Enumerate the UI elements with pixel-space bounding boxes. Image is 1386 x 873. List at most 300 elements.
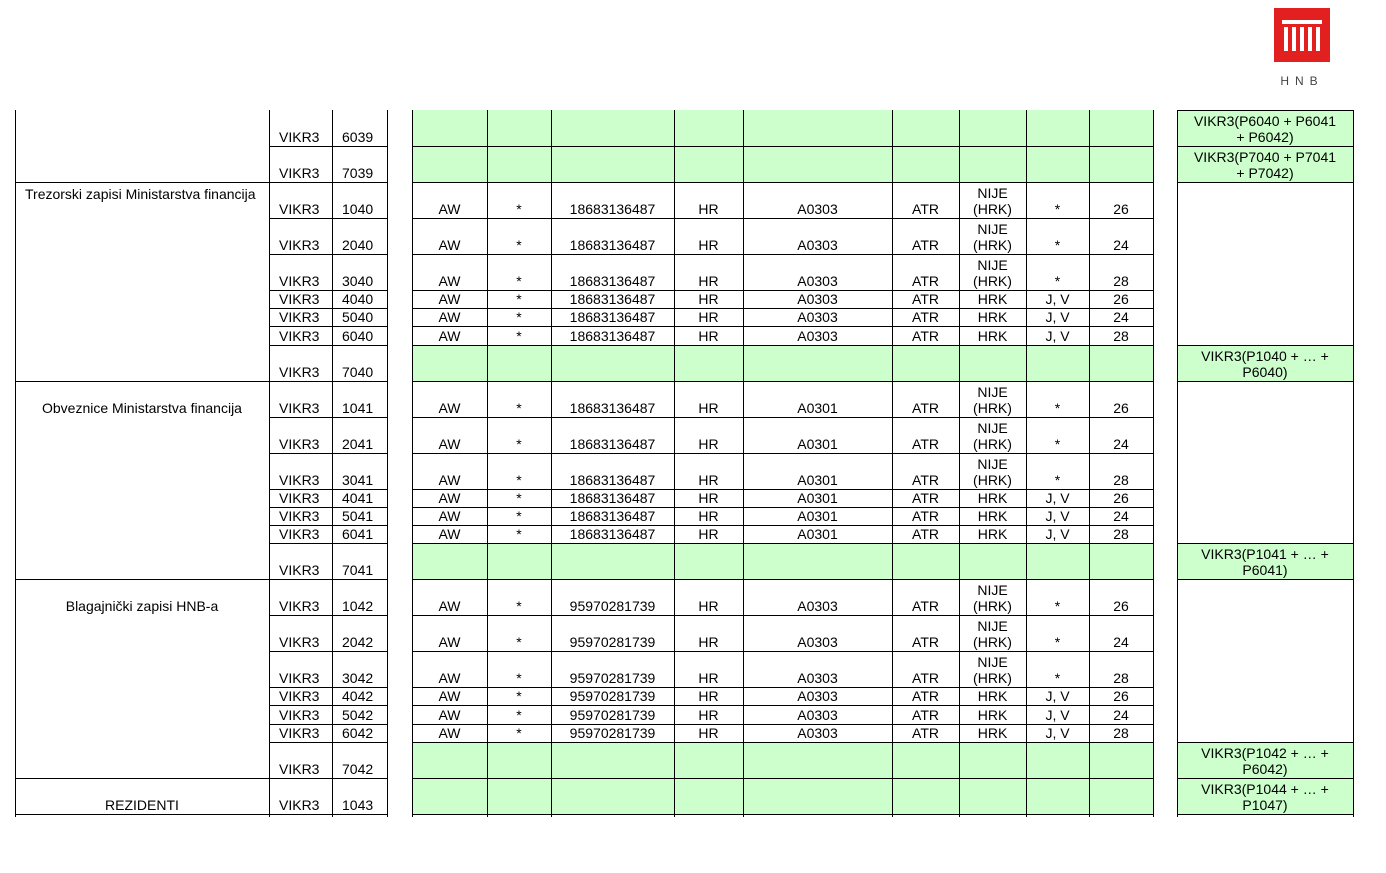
data-cell bbox=[412, 182, 487, 218]
data-cell bbox=[743, 489, 892, 507]
data-cell bbox=[1089, 507, 1153, 525]
grid-line bbox=[269, 254, 387, 255]
data-cell bbox=[892, 525, 959, 543]
data-value: ATR bbox=[912, 507, 939, 524]
data-cell bbox=[1089, 489, 1153, 507]
row-number bbox=[332, 525, 387, 543]
data-cell bbox=[487, 507, 551, 525]
data-cell bbox=[959, 254, 1026, 290]
grid-line bbox=[269, 687, 387, 688]
data-cell bbox=[412, 290, 487, 308]
grid-line bbox=[412, 182, 1153, 183]
data-value: 18683136487 bbox=[569, 237, 656, 253]
cell-text: 1043 bbox=[342, 796, 374, 813]
cell-text: 1040 bbox=[342, 201, 374, 217]
data-cell bbox=[1089, 381, 1153, 417]
data-cell bbox=[487, 579, 551, 615]
grid-line bbox=[1177, 579, 1353, 580]
row-code bbox=[269, 724, 332, 742]
grid-line bbox=[412, 724, 1153, 725]
grid-line bbox=[412, 345, 1153, 346]
grid-line bbox=[1177, 110, 1178, 817]
row-number bbox=[332, 146, 387, 182]
cell-text: VIKR3 bbox=[279, 688, 320, 705]
data-value: J, V bbox=[1045, 724, 1070, 741]
data-value: NIJE (HRK) bbox=[973, 221, 1012, 253]
grid-line bbox=[412, 308, 1153, 309]
data-cell bbox=[959, 417, 1026, 453]
grid-line bbox=[269, 381, 387, 382]
data-value: 18683136487 bbox=[569, 435, 656, 452]
group-label-text: REZIDENTI bbox=[105, 796, 179, 813]
data-cell bbox=[551, 290, 674, 308]
data-cell bbox=[1089, 579, 1153, 615]
cell-text: VIKR3 bbox=[279, 201, 320, 217]
group-label-text: Trezorski zapisi Ministarstva financija bbox=[25, 186, 256, 202]
data-value: A0303 bbox=[797, 309, 838, 326]
row-code bbox=[269, 507, 332, 525]
data-value: ATR bbox=[912, 435, 939, 452]
empty-cell bbox=[1089, 778, 1153, 814]
data-value: * bbox=[516, 309, 522, 326]
data-cell bbox=[487, 218, 551, 254]
data-cell bbox=[412, 687, 487, 705]
empty-cell bbox=[959, 345, 1026, 381]
data-cell bbox=[487, 453, 551, 489]
row-code bbox=[269, 381, 332, 417]
data-value: 95970281739 bbox=[569, 634, 656, 651]
data-cell bbox=[1089, 290, 1153, 308]
data-value: ATR bbox=[912, 526, 939, 543]
data-cell bbox=[412, 615, 487, 651]
data-cell bbox=[487, 182, 551, 218]
data-value: NIJE (HRK) bbox=[973, 654, 1012, 687]
grid-line bbox=[269, 543, 387, 544]
data-cell bbox=[1089, 254, 1153, 290]
data-cell bbox=[487, 525, 551, 543]
data-cell bbox=[487, 651, 551, 687]
data-value: * bbox=[516, 526, 522, 543]
data-value: * bbox=[516, 435, 522, 452]
cell-text: VIKR3 bbox=[279, 399, 320, 416]
data-cell bbox=[959, 579, 1026, 615]
row-number bbox=[332, 381, 387, 417]
data-cell bbox=[1026, 651, 1089, 687]
data-cell bbox=[892, 489, 959, 507]
data-value: HR bbox=[698, 471, 719, 488]
data-cell bbox=[1026, 489, 1089, 507]
cell-text: VIKR3 bbox=[279, 435, 320, 452]
empty-cell bbox=[959, 778, 1026, 814]
row-code bbox=[269, 615, 332, 651]
data-value: * bbox=[1054, 399, 1061, 416]
data-cell bbox=[551, 579, 674, 615]
data-value: J, V bbox=[1045, 526, 1070, 543]
grid-line bbox=[412, 290, 1153, 291]
data-cell bbox=[487, 687, 551, 705]
grid-line bbox=[1177, 381, 1353, 382]
data-value: 18683136487 bbox=[569, 489, 656, 506]
data-cell bbox=[892, 254, 959, 290]
data-value: NIJE (HRK) bbox=[973, 185, 1012, 217]
row-number bbox=[332, 453, 387, 489]
data-cell bbox=[412, 381, 487, 417]
row-code bbox=[269, 453, 332, 489]
row-number bbox=[332, 778, 387, 814]
data-value: A0303 bbox=[797, 273, 838, 289]
cell-text: 4042 bbox=[342, 688, 374, 705]
empty-cell bbox=[487, 778, 551, 814]
data-value: HR bbox=[698, 688, 719, 705]
data-cell bbox=[1026, 290, 1089, 308]
grid-line bbox=[269, 218, 387, 219]
hnb-logo-text: HNB bbox=[1280, 74, 1324, 88]
grid-line bbox=[412, 579, 1153, 580]
grid-line bbox=[269, 705, 387, 706]
data-value: HR bbox=[698, 201, 719, 217]
data-value: J, V bbox=[1045, 309, 1070, 326]
grid-line bbox=[412, 417, 1153, 418]
data-cell bbox=[1089, 218, 1153, 254]
data-cell bbox=[487, 489, 551, 507]
data-value: * bbox=[516, 471, 522, 488]
grid-line bbox=[15, 381, 269, 382]
data-cell bbox=[1026, 417, 1089, 453]
data-value: ATR bbox=[912, 634, 939, 651]
data-value: ATR bbox=[912, 489, 939, 506]
data-cell bbox=[959, 218, 1026, 254]
data-cell bbox=[412, 724, 487, 742]
data-value: A0303 bbox=[797, 634, 838, 651]
grid-line bbox=[269, 417, 387, 418]
formula-text: VIKR3(P7040 + P7041 + P7042) bbox=[1193, 149, 1337, 181]
row-number bbox=[332, 651, 387, 687]
data-cell bbox=[674, 417, 743, 453]
empty-cell bbox=[743, 110, 892, 146]
cell-text: 1042 bbox=[342, 598, 374, 615]
data-value: 28 bbox=[1113, 273, 1129, 289]
data-cell bbox=[743, 308, 892, 326]
data-value: 95970281739 bbox=[569, 724, 656, 741]
data-cell bbox=[487, 417, 551, 453]
cell-text: 7039 bbox=[342, 165, 374, 181]
data-value: 18683136487 bbox=[569, 471, 656, 488]
grid-line bbox=[412, 326, 1153, 327]
grid-line bbox=[674, 110, 675, 817]
grid-line bbox=[412, 453, 1153, 454]
grid-line bbox=[269, 507, 387, 508]
data-cell bbox=[412, 489, 487, 507]
data-value: HR bbox=[698, 670, 719, 687]
data-cell bbox=[1089, 326, 1153, 344]
data-cell bbox=[959, 290, 1026, 308]
data-value: HR bbox=[698, 327, 719, 344]
data-value: ATR bbox=[912, 471, 939, 488]
grid-line bbox=[15, 778, 269, 779]
data-value: A0301 bbox=[797, 507, 838, 524]
data-cell bbox=[551, 705, 674, 723]
grid-line bbox=[412, 778, 1153, 779]
data-value: A0301 bbox=[797, 471, 838, 488]
data-cell bbox=[1089, 453, 1153, 489]
row-code bbox=[269, 705, 332, 723]
formula-text: VIKR3(P1042 + … + P6042) bbox=[1201, 744, 1329, 777]
data-value: * bbox=[1054, 435, 1061, 452]
data-cell bbox=[1089, 417, 1153, 453]
data-value: NIJE (HRK) bbox=[973, 257, 1012, 289]
data-cell bbox=[743, 615, 892, 651]
data-cell bbox=[1026, 705, 1089, 723]
data-cell bbox=[551, 651, 674, 687]
data-value: A0301 bbox=[797, 435, 838, 452]
grid-line bbox=[412, 489, 1153, 490]
row-code bbox=[269, 687, 332, 705]
empty-cell bbox=[674, 110, 743, 146]
data-value: * bbox=[516, 706, 522, 723]
empty-cell bbox=[743, 345, 892, 381]
data-value: A0301 bbox=[797, 489, 838, 506]
data-value: * bbox=[516, 291, 522, 308]
empty-cell bbox=[1026, 543, 1089, 579]
row-number bbox=[332, 579, 387, 615]
data-value: 26 bbox=[1113, 201, 1129, 217]
data-value: HR bbox=[698, 237, 719, 253]
cell-text: VIKR3 bbox=[279, 489, 320, 506]
data-value: * bbox=[516, 634, 522, 651]
grid-line bbox=[551, 110, 552, 817]
data-value: HRK bbox=[977, 724, 1008, 741]
empty-cell bbox=[892, 110, 959, 146]
data-value: ATR bbox=[912, 327, 939, 344]
empty-cell bbox=[412, 146, 487, 182]
data-value: HR bbox=[698, 706, 719, 723]
data-cell bbox=[674, 687, 743, 705]
data-value: 26 bbox=[1113, 399, 1129, 416]
data-value: * bbox=[1054, 670, 1061, 687]
empty-cell bbox=[743, 146, 892, 182]
empty-cell bbox=[487, 110, 551, 146]
data-value: NIJE (HRK) bbox=[973, 582, 1012, 615]
data-value: 28 bbox=[1113, 327, 1129, 344]
data-value: A0301 bbox=[797, 399, 838, 416]
cell-text: 5040 bbox=[342, 309, 374, 326]
data-cell bbox=[674, 326, 743, 344]
data-value: AW bbox=[438, 291, 461, 308]
grid-line bbox=[15, 110, 16, 817]
data-value: A0303 bbox=[797, 327, 838, 344]
grid-line bbox=[412, 507, 1153, 508]
data-cell bbox=[551, 182, 674, 218]
data-value: HRK bbox=[977, 706, 1008, 723]
row-code bbox=[269, 290, 332, 308]
grid-line bbox=[1089, 110, 1090, 817]
grid-line bbox=[1177, 146, 1353, 147]
data-cell bbox=[674, 290, 743, 308]
data-value: AW bbox=[438, 273, 461, 289]
cell-text: 6042 bbox=[342, 724, 374, 741]
data-value: 28 bbox=[1113, 471, 1129, 488]
data-cell bbox=[674, 489, 743, 507]
data-value: * bbox=[516, 670, 522, 687]
row-number bbox=[332, 489, 387, 507]
row-code bbox=[269, 778, 332, 814]
empty-cell bbox=[743, 778, 892, 814]
data-cell bbox=[412, 218, 487, 254]
cell-text: 6039 bbox=[342, 129, 374, 145]
data-value: 18683136487 bbox=[569, 526, 656, 543]
formula-cell bbox=[1177, 778, 1353, 814]
formula-cell bbox=[1177, 146, 1353, 182]
data-value: 24 bbox=[1113, 507, 1129, 524]
group-label-text: Blagajnički zapisi HNB-a bbox=[65, 598, 219, 615]
data-value: * bbox=[516, 598, 522, 615]
data-value: J, V bbox=[1045, 688, 1070, 705]
data-cell bbox=[743, 651, 892, 687]
data-value: HRK bbox=[977, 327, 1008, 344]
grid-line bbox=[412, 687, 1153, 688]
data-value: 24 bbox=[1113, 309, 1129, 326]
data-cell bbox=[412, 453, 487, 489]
data-cell bbox=[487, 326, 551, 344]
data-cell bbox=[959, 525, 1026, 543]
data-value: ATR bbox=[912, 688, 939, 705]
data-cell bbox=[1026, 453, 1089, 489]
data-cell bbox=[1026, 724, 1089, 742]
cell-text: VIKR3 bbox=[279, 129, 320, 145]
row-code bbox=[269, 651, 332, 687]
data-value: AW bbox=[438, 327, 461, 344]
cell-text: VIKR3 bbox=[279, 562, 320, 579]
data-cell bbox=[551, 453, 674, 489]
row-number bbox=[332, 182, 387, 218]
data-cell bbox=[412, 705, 487, 723]
group-label-text: Obveznice Ministarstva financija bbox=[42, 399, 242, 416]
data-cell bbox=[412, 417, 487, 453]
grid-line bbox=[269, 724, 387, 725]
data-value: J, V bbox=[1045, 489, 1070, 506]
data-value: 95970281739 bbox=[569, 688, 656, 705]
data-cell bbox=[1026, 218, 1089, 254]
data-value: A0303 bbox=[797, 237, 838, 253]
row-code bbox=[269, 525, 332, 543]
data-cell bbox=[1089, 705, 1153, 723]
data-cell bbox=[674, 705, 743, 723]
empty-cell bbox=[412, 778, 487, 814]
grid-line bbox=[412, 651, 1153, 652]
grid-line bbox=[269, 453, 387, 454]
cell-text: 3042 bbox=[342, 670, 374, 687]
data-cell bbox=[487, 290, 551, 308]
data-cell bbox=[674, 651, 743, 687]
row-number bbox=[332, 218, 387, 254]
data-cell bbox=[1026, 687, 1089, 705]
data-value: * bbox=[1054, 471, 1061, 488]
data-cell bbox=[674, 218, 743, 254]
grid-line bbox=[412, 543, 1153, 544]
empty-cell bbox=[412, 345, 487, 381]
formula-text: VIKR3(P6040 + P6041 + P6042) bbox=[1193, 113, 1337, 145]
grid-line bbox=[269, 615, 387, 616]
data-cell bbox=[1026, 507, 1089, 525]
data-value: HR bbox=[698, 309, 719, 326]
data-value: ATR bbox=[912, 598, 939, 615]
data-value: HR bbox=[698, 435, 719, 452]
data-value: * bbox=[516, 273, 522, 289]
cell-text: VIKR3 bbox=[279, 363, 320, 380]
data-value: 28 bbox=[1113, 724, 1129, 741]
empty-cell bbox=[551, 345, 674, 381]
data-cell bbox=[959, 453, 1026, 489]
data-cell bbox=[487, 254, 551, 290]
data-cell bbox=[892, 507, 959, 525]
data-cell bbox=[959, 687, 1026, 705]
data-cell bbox=[743, 579, 892, 615]
row-code bbox=[269, 326, 332, 344]
empty-cell bbox=[412, 543, 487, 579]
data-cell bbox=[551, 326, 674, 344]
empty-cell bbox=[487, 742, 551, 778]
row-code bbox=[269, 182, 332, 218]
data-value: AW bbox=[438, 688, 461, 705]
cell-text: VIKR3 bbox=[279, 471, 320, 488]
data-cell bbox=[743, 453, 892, 489]
formula-text: VIKR3(P1040 + … + P6040) bbox=[1201, 347, 1329, 380]
empty-cell bbox=[1026, 345, 1089, 381]
cell-text: 1041 bbox=[342, 399, 374, 416]
data-cell bbox=[892, 290, 959, 308]
grid-line bbox=[269, 489, 387, 490]
data-cell bbox=[487, 615, 551, 651]
grid-line bbox=[15, 814, 269, 815]
data-cell bbox=[1089, 651, 1153, 687]
data-cell bbox=[959, 507, 1026, 525]
empty-cell bbox=[1089, 742, 1153, 778]
data-value: 24 bbox=[1113, 435, 1129, 452]
data-value: HRK bbox=[977, 526, 1008, 543]
data-value: 26 bbox=[1113, 489, 1129, 506]
data-value: 18683136487 bbox=[569, 309, 656, 326]
data-cell bbox=[551, 218, 674, 254]
row-number bbox=[332, 254, 387, 290]
data-value: AW bbox=[438, 237, 461, 253]
data-value: * bbox=[516, 201, 522, 217]
grid-line bbox=[1026, 110, 1027, 817]
data-cell bbox=[743, 724, 892, 742]
data-value: 95970281739 bbox=[569, 706, 656, 723]
data-value: * bbox=[516, 237, 522, 253]
grid-line bbox=[15, 579, 269, 580]
formula-cell bbox=[1177, 345, 1353, 381]
grid-line bbox=[743, 110, 744, 817]
empty-cell bbox=[743, 543, 892, 579]
data-cell bbox=[674, 724, 743, 742]
grid-line bbox=[1153, 110, 1154, 817]
data-cell bbox=[743, 182, 892, 218]
data-value: A0303 bbox=[797, 201, 838, 217]
group-label bbox=[15, 778, 269, 814]
cell-text: VIKR3 bbox=[279, 165, 320, 181]
row-code bbox=[269, 218, 332, 254]
data-cell bbox=[674, 579, 743, 615]
grid-line bbox=[1177, 778, 1353, 779]
data-value: 26 bbox=[1113, 688, 1129, 705]
cell-text: VIKR3 bbox=[279, 273, 320, 289]
data-value: AW bbox=[438, 507, 461, 524]
data-cell bbox=[674, 308, 743, 326]
data-cell bbox=[1026, 182, 1089, 218]
data-value: HR bbox=[698, 724, 719, 741]
formula-cell bbox=[1177, 742, 1353, 778]
